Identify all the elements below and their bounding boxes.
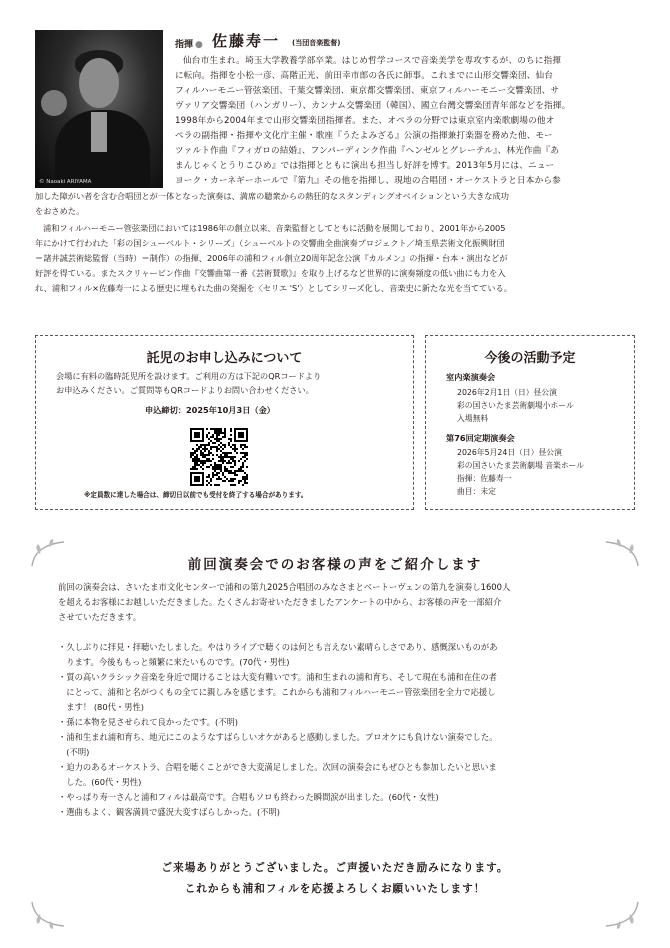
childcare-deadline: 申込締切：2025年10月3日（金） [145,405,275,415]
thanks-line-1: ご来場ありがとうございました。ご声援いただき励みになります。 [161,862,509,874]
event-2-name: 第76回定期演奏会 [446,433,515,443]
childcare-note: ※定員数に達した場合は、締切日以前でも受付を終了する場合があります。 [84,491,308,499]
list-item: した。(60代・男性) [58,777,142,787]
list-item: ・久しぶりに拝見・拝聴いたしました。やはりライブで聴くのは何とも言えない素晴らしさであり、感慨深いものがあ [58,642,498,652]
conductor-photo [35,30,163,188]
list-item: ・迫力のあるオーケストラ、合唱を聴くことができ大変満足しました。次回の演奏会にもぜひとも参加したいと思いま [58,762,497,772]
list-item: ・選曲もよく、観客満員で盛況大変すばらしかった。(不明) [58,807,281,817]
conductor-role: 指揮 ● [175,40,203,50]
list-item: ・質の高いクラシック音楽を身近で聞けることは大変有難いです。浦和生まれの浦和育ち、そして現在も浦和在住の者 [58,672,497,682]
ornament-bottom-right-icon [604,900,640,930]
event-1-name: 室内楽演奏会 [446,372,496,382]
list-item: ・孫に本物を見させられて良かったです。(不明) [58,717,239,727]
list-item: ます！ (80代・男性) [58,702,145,712]
voices-intro: 前回の演奏会は、さいたま市文化センターで浦和の第九2025合唱団のみなさまとベートーヴェンの第九を演奏し1600人 を超えるお客様にお越しいただきました。たくさんお寄せいただきましたアンケートの中から、お客様の声を一部紹介 させていただきます。 [58,582,511,622]
thanks-line-2: これからも浦和フィルを応援よろしくお願いいたします！ [184,883,486,895]
conductor-name: 佐藤寿一 [212,32,281,50]
bio-paragraph-1: 仙台市生まれ。埼玉大学教養学部卒業。はじめ哲学コースで音楽美学を専攻するが、のちに指揮 に転向。指揮を小松一彦、高階正光、前田幸市郎の各氏に師事。これまでに山形交響楽団、仙台 フィルハーモニー管弦楽団、千葉交響楽団、東京都交響楽団、東京フィルハーモニー交響楽団、サ ヴァリア交響楽団（ハンガリー）、カンナム交響楽団（韓国）、國立台灣交響楽団青年部などを指揮。 1998年から2004年まで山形交響楽団指揮者。また、オペラの分野では東京室内楽歌劇場の他オ ペラの副指揮・指揮や文化庁主催・歌座『うたよみざる』公演の指揮兼打楽器を務めた他、モー ツァルト作曲『フィガロの結婚』、フンパーディンク作曲『ヘンゼルとグレーテル』、林光作曲『あ まんじゃくとうりこひめ』では指揮とともに演出も担当し好評を博す。2013年5月には、ニュー ヨーク・カーネギーホールで『第九』その他を指揮し、現地の合唱団・オーケストラと日本から参 [175,56,571,186]
voices-comments [58,640,498,820]
list-item: にとって、浦和と名がつくもの全てに親しみを感じます。これからも浦和フィルハーモニー管弦楽団を全力で応援し [58,687,496,697]
childcare-text: 会場に有料の臨時託児所を設けます。ご利用の方は下記のQRコードより お申込みください。ご質問等もQRコードよりお問い合わせください。 [56,371,322,395]
upcoming-title: 今後の活動予定 [484,351,576,366]
list-item: ります。今後ももっと頻繁に来たいものです。(70代・男性) [58,657,290,667]
list-item: (不明) [58,747,90,757]
event-2-details: 2026年5月24日（日）昼公演 彩の国さいたま芸術劇場 音楽ホール 指揮：佐藤寿一 曲目：未定 [457,448,585,496]
bio-paragraph-2: 浦和フィルハーモニー管弦楽団においては1986年の創立以来、音楽監督としてともに活動を展開しており、2001年から2005 年にかけて行われた「彩の国シューベルト・シリーズ」（シューベルトの交響曲全曲演奏プロジェクト／埼玉県芸術文化振興財団 ＝諸井誠芸術総監督（当時）＝制作）の指揮、2006年の浦和フィル創立20周年記念公演『カルメン』の指揮・台本・演出などが 好評を得ている。またスクリャービン作曲『交響曲第一番《芸術賛歌》』を取り上げるなど世界的に演奏頻度の低い曲にも力を入 れ、浦和フィル×佐藤寿一による歴史に埋もれた曲の発掘を〈セリエ 'S'〉としてシリーズ化し、音楽史に新たな光を当てている。 [35,223,512,293]
bio-paragraph-1-cont: 加した障がい者を含む合唱団とが一体となった演奏は、満席の聴衆からの熱狂的なスタンディングオベイションという大きな成功 をおさめた。 [35,191,509,216]
event-1-details: 2026年2月1日（日）昼公演 彩の国さいたま芸術劇場小ホール 入場無料 [457,388,574,423]
photo-credit: © Naoaki ARIYAMA [39,179,92,185]
qr-code[interactable] [190,428,248,486]
childcare-title: 託児のお申し込みについて [146,351,303,366]
voices-title: 前回演奏会でのお客様の声をご紹介します [187,557,483,573]
conductor-subtitle: (当団音楽監督) [292,39,341,47]
ornament-bottom-left-icon [30,900,66,930]
list-item: ・浦和生まれ浦和育ち、地元にこのようなすばらしいオケがあると感動しました。プロオケにも負けない演奏でした。 [58,732,498,742]
list-item: ・やっぱり寿一さんと浦和フィルは最高です。合唱もソロも終わった瞬間涙が出ました。(60代・女性) [58,792,439,802]
